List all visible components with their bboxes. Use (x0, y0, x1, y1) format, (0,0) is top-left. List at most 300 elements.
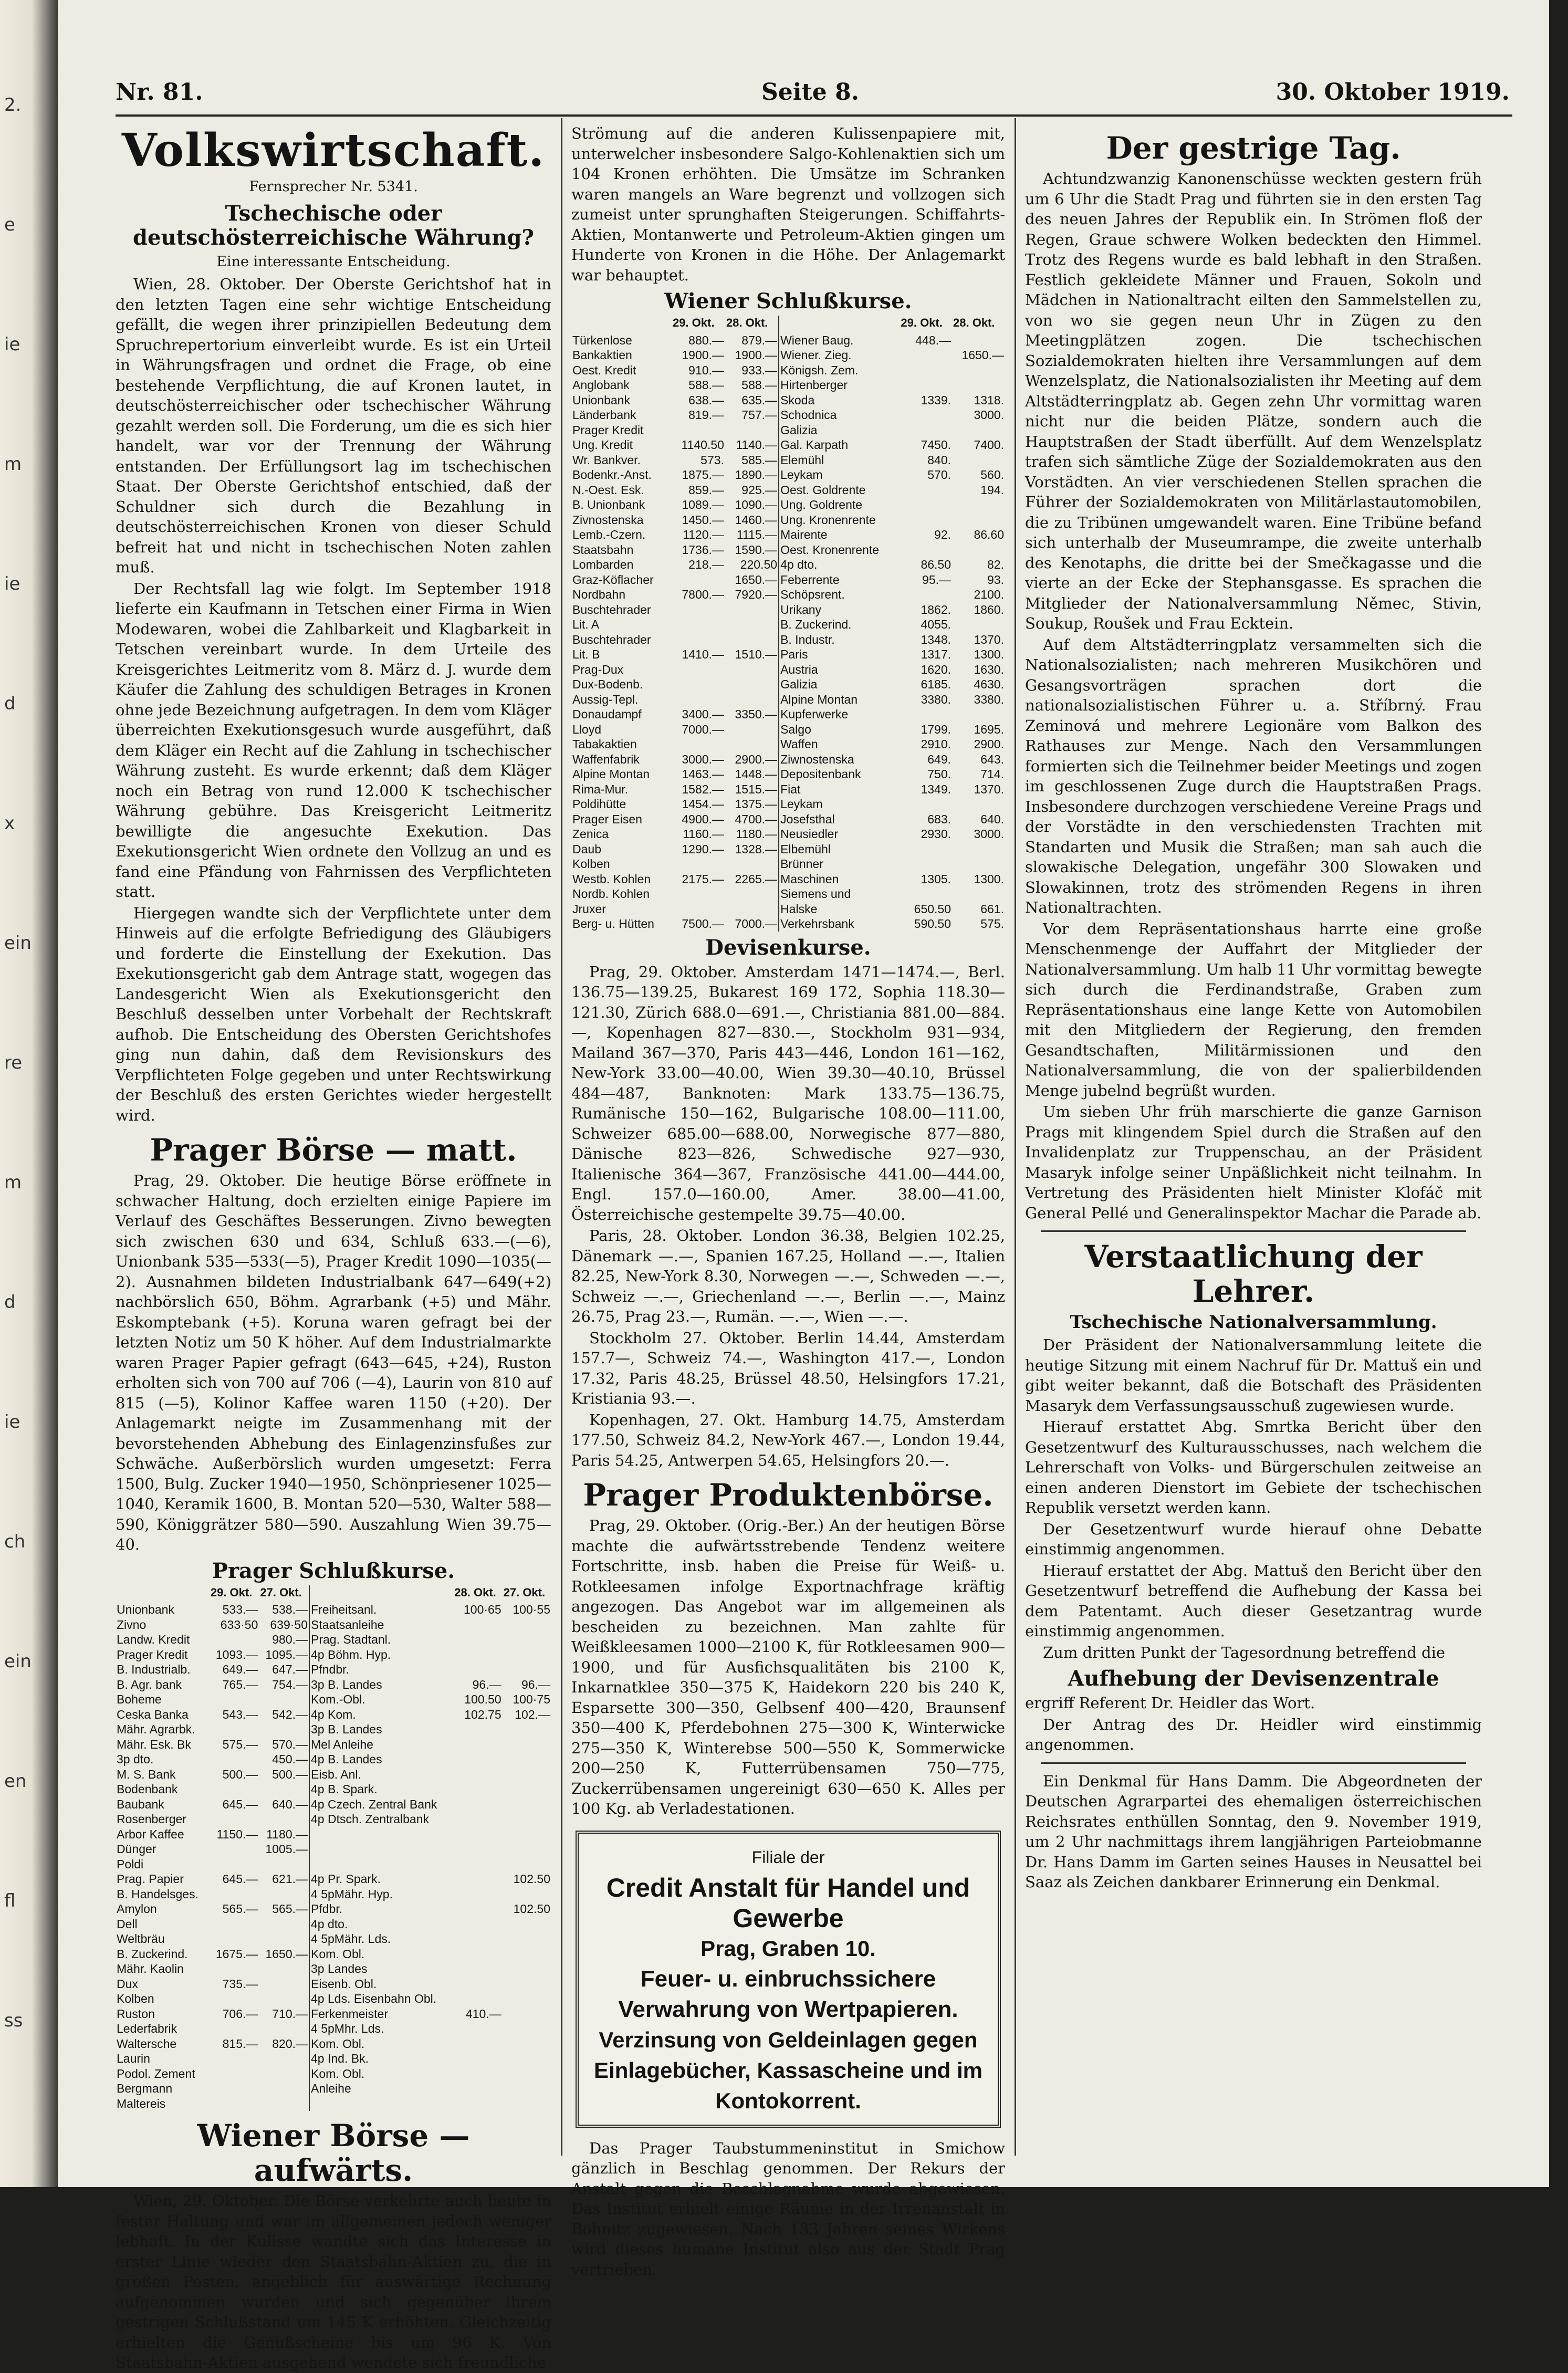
price-cell: 96.— (472, 1677, 501, 1691)
security-name: Buschtehrader (572, 602, 651, 616)
price-cell (453, 1797, 502, 1812)
edge-fragment: ch (4, 1531, 26, 1552)
paragraph: Achtundzwanzig Kanonenschüsse weckten gestern früh um 6 Uhr die Stadt Prag und führten sie in den ersten Tag des neuen Jahres der Republik ein. In Strömen floß der Regen, Graue schwere Wolken bedeckten den Himmel. Trotz des Regens wurde es bald lebhaft in den Straßen. Festlich gekleidete Männer und Frauen, Sokoln und Mädchen in Nationaltracht eilten den Sammelstellen zu, von wo sie gegen neun Uhr in Zügen zu den Meetingplätzen zogen. Die tschechischen Sozialdemokraten hielten ihre Versammlungen auf dem Wenzelsplatz, die Nationalsozialisten ihr Meeting auf dem Altstädterringplatz ab. Gegen zehn Uhr vormittag waren nicht nur die beiden Plätze, sondern auch die Hauptstraßen der Stadt überfüllt. Auf dem Wenzelsplatz trafen sich sämtliche Züge der Sozialdemokraten aus den Vorstädten. An vier verschiedenen Stellen sprachen die Führer der Sozialdemokraten von Militärlastautomobilen, die zu Tribünen umgewandelt waren. Eine Tribüne befand sich unterhalb der Museumrampe, die zweite unterhalb des Kenotaphs, die dritte bei der Smečkagasse und die vierte an der Ecke der Stephansgasse. Es sprachen die Mitglieder der Nationalversammlung Němec, Stivin, Soukup, Roušek und Frau Ecktein. (1025, 170, 1482, 632)
price-cell (725, 722, 779, 737)
table-row (116, 1857, 551, 1872)
table-row (116, 1872, 551, 1887)
price-cell: 533.— (222, 1603, 258, 1616)
table-row (571, 587, 1005, 602)
price-cell: 570.— (272, 1737, 308, 1751)
price-cell (900, 856, 952, 872)
price-cell (210, 1692, 259, 1707)
price-cell (453, 1767, 502, 1782)
price-cell (900, 542, 952, 558)
edge-fragment: m (4, 1172, 22, 1193)
price-cell: 1370. (974, 632, 1004, 646)
price-cell: 1650.— (265, 1947, 308, 1961)
price-cell (503, 1857, 551, 1872)
price-cell (453, 1722, 502, 1737)
price-cell: 100·65 (464, 1603, 501, 1616)
security-name: Prager Eisen (572, 812, 642, 826)
table-row (571, 707, 1005, 722)
paragraph: Hiergegen wandte sich der Verpflichtete unter dem Hinweis auf die erfolgte Befriedigung des Gläubigers und forderte die Einstellung der Exekution. Das Exekutionsgericht gab dem Antrage statt, wogegen das Landesgericht Wien als Exekutionsgericht den Beschluß desselben unter Vorbehalt der Rechtskraft aufhob. Die Entscheidung des Obersten Gerichtshofes ging nun dahin, daß dem Revisionskurs des Verpflichteten Folge gegeben und unter Rechtswirkung der Beschluß des ersten Gerichtes wieder hergestellt wird. (116, 904, 551, 1124)
price-cell: 4900.— (682, 812, 724, 826)
price-cell: 1305. (921, 872, 952, 886)
price-cell: 543.— (222, 1707, 258, 1721)
price-cell: 1448.— (735, 767, 778, 781)
price-cell (503, 1782, 551, 1797)
table-row (116, 1707, 551, 1722)
security-name: Zivnostenska (572, 513, 644, 527)
security-name: Weltbräu (117, 1932, 165, 1946)
price-cell: 448.— (915, 333, 952, 347)
price-cell: 7000.— (735, 917, 778, 931)
security-name: Mairente (779, 527, 900, 542)
price-cell (952, 423, 1005, 438)
price-cell: 815.— (222, 2036, 258, 2051)
table-row (571, 378, 1005, 393)
price-cell (503, 1991, 551, 2006)
price-cell: 840. (927, 453, 952, 467)
page-number: Seite 8. (761, 79, 860, 106)
price-cell: 1300. (974, 647, 1004, 661)
price-cell: 588.— (741, 378, 778, 392)
price-cell (453, 1977, 502, 1992)
price-cell: 638.— (688, 393, 724, 407)
fx-rates (571, 962, 1005, 1471)
table-row (116, 1632, 551, 1647)
price-cell: 500.— (272, 1767, 308, 1781)
table-row (116, 2066, 551, 2082)
price-cell: 2930. (921, 827, 952, 841)
price-cell: 86.50 (921, 558, 952, 571)
table-header (116, 1585, 551, 1603)
security-name: Landw. Kredit (117, 1633, 190, 1646)
price-cell (900, 797, 952, 812)
price-cell (503, 2081, 551, 2096)
price-cell (725, 632, 779, 647)
divider (1041, 1762, 1466, 1764)
price-cell (952, 842, 1005, 857)
price-cell (453, 1737, 502, 1752)
price-cell (503, 2066, 551, 2082)
price-cell (725, 902, 779, 917)
column-header: 27. Okt. (260, 1585, 302, 1599)
security-name: Laurin (117, 2052, 150, 2065)
price-cell: 575.— (222, 1737, 258, 1751)
price-cell: 1120.— (683, 528, 724, 541)
paragraph: Hierauf erstattet der Abg. Mattuš den Bericht über den Gesetzentwurf betreffend die Aufhebung der Kassa bei dem Patentamt. Auch dieser Gesetzantrag wurde einstimmig angenommen. (1025, 1561, 1482, 1640)
price-cell (453, 1917, 502, 1932)
price-cell (503, 1887, 551, 1902)
table-row (571, 363, 1005, 378)
table-row (571, 916, 1005, 932)
article-body (116, 274, 551, 1125)
security-name: Halske (779, 902, 900, 917)
price-cell: 1890.— (735, 468, 778, 482)
security-name: Kom. Obl. (309, 2066, 453, 2082)
price-cell (453, 1991, 502, 2006)
security-name: Lit. A (572, 618, 600, 631)
table-row (116, 2096, 551, 2111)
security-name: Leykam (779, 467, 900, 483)
price-cell: 1695. (974, 722, 1004, 736)
table-row (116, 1887, 551, 1902)
price-cell (503, 1737, 551, 1752)
table-row (571, 467, 1005, 483)
security-name (309, 1827, 453, 1842)
security-name: 4p B. Landes (309, 1752, 453, 1767)
table-row (571, 722, 1005, 737)
price-cell: 82. (987, 558, 1004, 571)
price-cell: 661. (980, 902, 1004, 916)
security-name: Anleihe (309, 2081, 453, 2096)
security-name: Paris (779, 647, 900, 662)
column-divider (561, 118, 562, 2156)
security-name (309, 1842, 453, 1857)
price-cell: 1620. (921, 662, 952, 676)
price-cell (725, 602, 779, 618)
header-rule (116, 114, 1512, 117)
price-cell (210, 1917, 259, 1932)
price-cell: 588.— (688, 378, 724, 392)
price-cell (952, 363, 1005, 378)
table-row (571, 527, 1005, 542)
security-name: Urikany (779, 602, 900, 618)
price-cell (210, 1931, 259, 1947)
security-name: 4p Ind. Bk. (309, 2051, 453, 2066)
security-name: Leykam (779, 797, 900, 812)
table-row (571, 557, 1005, 572)
price-cell: 1860. (974, 602, 1004, 616)
security-name: Lombarden (572, 558, 634, 571)
price-cell (952, 497, 1005, 513)
price-cell: 1300. (974, 872, 1004, 886)
price-cell (453, 2051, 502, 2066)
table-row (116, 1767, 551, 1782)
table-row (571, 542, 1005, 558)
table-row (116, 1677, 551, 1692)
security-name: Rosenberger (117, 1812, 186, 1826)
security-name: Königsh. Zem. (779, 363, 900, 378)
price-cell (259, 1857, 309, 1872)
security-name: Jruxer (572, 902, 606, 916)
security-name: Amylon (117, 1902, 157, 1916)
table-row (116, 1812, 551, 1827)
article-body: Das Prager Taubstummeninstitut in Smichow gänzlich in Beschlag genommen. Der Rekurs der Anstalt gegen die Beschlagnahme wurde abgewiesen. Das Institut erhielt einige Räume in der Irrenanstalt in Bohnitz zugewiesen. Nach 133 Jahren seines Wirkens wird dieses humane Institut also aus der Stadt Prag vertrieben. (571, 2139, 1005, 2278)
price-cell: 1410.— (682, 647, 724, 661)
price-cell: 706.— (222, 2006, 258, 2021)
article-title: Prager Produktenbörse. (583, 1477, 994, 1513)
price-cell: 1095.— (265, 1647, 308, 1661)
price-cell: 1460.— (735, 513, 778, 527)
price-cell (453, 1842, 502, 1857)
paragraph: Prag, 29. Oktober. (Orig.-Ber.) An der heutigen Börse machte die aufwärtsstrebende Tendenz weitere Fortschritte, insb. haben die Preise für Weiß- u. Rotkleesamen infolge Exportnachfrage kräftig angezogen. Das Angebot war im allgemeinen als bescheiden zu bezeichnen. Man zahlte für Weißkleesamen 1000—2100 K, für Rotkleesamen 900—1900, und für Ausfichsqualitäten bis 2100 K, Inkarnatklee 350—375 K, Haidekorn 220 bis 240 K, Esparsette 300—350, Gelbsenf 400—420, Braunsenf 350—400 K, Pferdebohnen 275—300 K, Winterwicke 275—350 K, Winterebse 500—550 K, Sommerwicke 200—250 K, Futterrübensamen 750—775, Zuckerrübensamen ungereinigt 630—650 K. Alles per 100 Kg. ab Verladestationen. (571, 1517, 1005, 1817)
price-cell: 1375.— (735, 797, 778, 811)
price-cell: 102.— (515, 1707, 550, 1721)
price-cell (672, 602, 725, 618)
security-name: B. Handelsges. (117, 1887, 198, 1901)
price-cell (672, 886, 725, 902)
security-name: Türkenlose (572, 333, 632, 347)
price-cell (952, 886, 1005, 902)
price-cell: 1862. (921, 602, 952, 616)
security-name: Lemb.-Czern. (572, 528, 646, 541)
price-cell: 645.— (222, 1872, 258, 1886)
price-cell: 542.— (272, 1707, 308, 1721)
price-cell: 714. (980, 767, 1004, 781)
price-cell (952, 378, 1005, 393)
price-cell: 570. (927, 468, 952, 482)
price-cell (453, 2066, 502, 2082)
price-cell: 1900.— (735, 348, 778, 362)
table-row (571, 483, 1005, 498)
table-row (116, 1961, 551, 1977)
table-row (116, 1931, 551, 1947)
paragraph: Wien, 29. Oktober. Die Börse verkehrte auch heute in fester Haltung und war im allgemeinen jedoch weniger lebhaft. In der Kulisse wandte sich das Interesse in erster Linie wieder den Staatsbahn-Aktien zu, die in großen Posten, angeblich für auswärtige Rechnung aufgenommen wurden und sich gegenüber ihrem gestrigen Schlußstand um 145 K erhöhten. Gleichzeitig erhielten die Genußscheine bis um 96 K. Von Staatsbahn-Aktien ausgehend wendete sich freundliche (116, 2192, 551, 2371)
price-cell (952, 797, 1005, 812)
price-cell: 3380. (921, 692, 952, 706)
price-cell (900, 842, 952, 857)
security-name: Lit. B (572, 647, 600, 661)
price-cell: 1328.— (735, 842, 778, 856)
price-cell: 86.60 (974, 528, 1004, 541)
price-cell: 647.— (272, 1663, 308, 1676)
article-body: Ein Denkmal für Hans Damm. Die Abgeordneten der Deutschen Agrarpartei des ehemaligen österreichischen Reichsrates enthüllen Sonntag, den 9. November 1919, um 2 Uhr nachmittags ihrem langjährigen Parteiobmanne Dr. Hans Damm im Garten seines Hauses in Neusattel bei Saaz als Zeichen dankbarer Erinnerung ein Denkmal. (1025, 1772, 1482, 1891)
column-divider (1015, 118, 1016, 2156)
edge-fragment: ie (4, 573, 20, 594)
price-cell: 650.50 (914, 902, 952, 916)
security-name: 4p Böhm. Hyp. (309, 1647, 453, 1663)
security-name: 4p Kom. (309, 1707, 453, 1722)
security-name: 4p dto. (779, 557, 900, 572)
edge-fragment: d (4, 693, 16, 714)
security-name: Fiat (779, 782, 900, 797)
price-cell: 1150.— (216, 1827, 258, 1841)
paragraph: Der Rechtsfall lag wie folgt. Im September 1918 lieferte ein Kaufmann in Tetschen einer Firma in Wien Modewaren, wobei die Zahlbarkeit und Klagbarkeit in Tetschen vereinbart wurde. In dem Urteile des Kreisgerichtes Leitmeritz vom 8. März d. J. wurde dem Käufer die Zahlung des schuldigen Betrages in Kronen ohne jede Bezeichnung aufgetragen. In dem vom Kläger überreichten Exekutionsgesuch wurde ausgeführt, daß dem Kläger ein Recht auf die Zahlung in tschechischer Währung zusteht. Es wurde erkennt; daß dem Kläger noch ein Betrag von rund 12.000 K tschechischer Währung gebühre. Das Kreisgericht Leitmeritz bewilligte die angesuchte Exekution. Das Exekutionsgericht Wien ordnete den Vollzug an und es fand eine Pfändung von Fahrnissen des Verpflichteten statt. (116, 579, 551, 901)
security-name: Kolben (117, 1992, 154, 2005)
column-header: 29. Okt. (672, 316, 715, 329)
security-name: 4p Pr. Spark. (309, 1872, 453, 1887)
price-cell: 7920.— (735, 588, 778, 601)
security-name: Verkehrsbank (779, 916, 900, 932)
section-title: Volkswirtschaft. (121, 124, 546, 177)
price-cell: 1089.— (682, 498, 724, 511)
table-row (571, 437, 1005, 453)
column-header (309, 1585, 453, 1603)
price-cell: 1736.— (682, 542, 724, 557)
edge-fragment: fl (4, 1890, 16, 1911)
price-cell (453, 1857, 502, 1872)
table-row (116, 1602, 551, 1617)
price-cell: 1875.— (682, 468, 724, 482)
article-subtitle: Tschechische Nationalversammlung. (1070, 1312, 1437, 1333)
price-cell: 2900. (974, 737, 1004, 751)
price-cell (259, 1887, 309, 1902)
edge-fragment: ie (4, 1412, 20, 1433)
security-name: Feberrente (779, 572, 900, 588)
table-row (116, 1947, 551, 1962)
price-cell: 1005.— (265, 1842, 308, 1856)
price-cell (453, 1887, 502, 1902)
article-title: Tschechische oder deutschösterreichische Währung? (133, 201, 534, 250)
security-name: B. Industrialb. (117, 1663, 191, 1676)
price-cell: 96.— (521, 1677, 550, 1691)
price-cell: 1515.— (735, 782, 778, 796)
table-row (116, 1827, 551, 1842)
edge-fragment: ein (4, 1651, 32, 1672)
table-row (571, 333, 1005, 348)
table-row (571, 812, 1005, 827)
price-cell (952, 617, 1005, 632)
table-row (116, 1692, 551, 1707)
security-name: Kom.-Obl. (309, 1692, 453, 1707)
security-name: Brünner (779, 856, 900, 872)
price-cell: 1450.— (682, 513, 724, 527)
section-title: Devisenkurse. (705, 935, 871, 960)
security-name: Galizia (779, 677, 900, 692)
security-name: Tabakaktien (572, 737, 637, 751)
price-cell: 640.— (272, 1797, 308, 1811)
ad-address: Prag, Graben 10. (701, 1936, 876, 1961)
security-name: Wiener. Zieg. (779, 348, 900, 363)
price-cell (952, 333, 1005, 348)
column-header (116, 1585, 210, 1603)
security-name: B. Agr. bank (117, 1677, 182, 1691)
price-cell (503, 2036, 551, 2052)
price-cell (259, 1812, 309, 1827)
security-name: 3p B. Landes (309, 1722, 453, 1737)
security-name: Baubank (117, 1797, 164, 1811)
price-cell (900, 886, 952, 902)
security-name: Anglobank (572, 378, 630, 392)
price-cell: 645.— (222, 1797, 258, 1811)
price-cell: 1463.— (682, 767, 724, 781)
security-name: 4p dto. (309, 1917, 453, 1932)
price-cell (259, 1961, 309, 1977)
table-row (571, 602, 1005, 618)
paragraph: Wien, 28. Oktober. Der Oberste Gerichtshof hat in den letzten Tagen eine sehr wichtige Entscheidung gefällt, die wegen ihrer prinzipiellen Bedeutung dem Spruchrepertorium einverleibt wurde. Es ist ein Urteil in Währungsfragen und ordnet die Frage, ob eine bestehende Verpflichtung, die auf Kronen lautet, in deutschösterreichischer oder tschechischer Währung gezahlt werden soll. Die Forderung, um die es sich hier handelt, war vor der Trennung der Währung entstanden. Der Erfüllungsort lag im tschechischen Staat. Der Oberste Gerichtshof entschied, daß der Schuldner sich durch die Bezahlung in deutschösterreichischen Kronen von dieser Schuld befreit hat und nicht in tschechischen Noten zahlen muß. (116, 275, 551, 576)
price-cell (453, 1961, 502, 1977)
price-cell: 621.— (272, 1872, 308, 1886)
price-cell: 7800.— (682, 588, 724, 601)
paragraph: Auf dem Altstädterringplatz versammelten sich die Nationalsozialisten; nach mehreren Musikchören und Gesangsvorträgen sprachen dort die nationalsozialistischen Führer u. a. Stříbrný. Frau Zeminová und mehrere Legionäre vom Balkon des Rathauses zur Menge. Nach den Versammlungen formierten sich die Teilnehmer beider Meetings und zogen im geschlossenen Zuge durch die Hauptstraßen Prags. Insbesondere durchzogen verschiedene Vereine Prags und der Vorstädte in den verschiedensten Trachten mit Standarten und Musik die Straßen; man sah auch die slowakische Delegation, ungefähr 300 Slowaken und Slowakinnen, trotz des strömenden Regens in ihren Nationaltrachten. (1025, 635, 1482, 916)
paragraph: ergriff Referent Dr. Heidler das Wort. (1025, 1694, 1315, 1712)
table-row (116, 1752, 551, 1767)
price-cell (210, 1857, 259, 1872)
security-name: B. Zuckerind. (779, 617, 900, 632)
price-cell: 102.75 (464, 1707, 501, 1721)
security-name: Waltersche (117, 2036, 177, 2051)
article-subtitle: Eine interessante Entscheidung. (216, 253, 451, 270)
table-row (116, 1647, 551, 1663)
column-2 (571, 123, 1005, 2278)
security-name: Eisb. Anl. (309, 1767, 453, 1782)
price-cell: 765.— (222, 1677, 258, 1691)
price-cell: 560. (980, 468, 1004, 482)
security-name: Alpine Montan (572, 767, 650, 781)
edge-fragment: e (4, 214, 15, 235)
price-cell: 880.— (688, 333, 724, 347)
security-name: Nordbahn (572, 588, 626, 601)
price-cell: 910.— (688, 363, 724, 377)
edge-fragment: ss (4, 2010, 23, 2031)
price-cell: 1093.— (215, 1647, 258, 1661)
security-name: Siemens und (779, 886, 900, 902)
security-name: Graz-Köflacher (572, 572, 654, 587)
vienna-stock-table (571, 316, 1005, 932)
table-row (116, 1797, 551, 1812)
price-cell (210, 2066, 259, 2082)
price-cell (503, 1797, 551, 1812)
price-cell (725, 692, 779, 707)
security-name: Pfdbr. (309, 1901, 453, 1917)
price-cell (453, 1931, 502, 1947)
price-cell (952, 856, 1005, 872)
security-name: Zenica (572, 827, 609, 841)
price-cell: 1799. (921, 722, 952, 736)
price-cell (453, 1901, 502, 1917)
ad-bank-name: Credit Anstalt für Handel und Gewerbe (606, 1873, 970, 1933)
security-name: Mähr. Esk. Bk (117, 1737, 191, 1751)
security-name: Prag. Stadtanl. (309, 1632, 453, 1647)
security-name: Westb. Kohlen (572, 872, 651, 886)
table-row (571, 497, 1005, 513)
price-cell: 3000. (974, 827, 1004, 841)
price-cell (952, 513, 1005, 528)
table-row (116, 2036, 551, 2052)
table-title: Wiener Schlußkurse. (664, 289, 912, 313)
price-cell: 649. (927, 752, 952, 766)
security-name: Waffenfabrik (572, 752, 640, 766)
security-name: Podol. Zement (117, 2066, 195, 2081)
price-cell: 1140.— (736, 438, 778, 452)
price-cell (453, 1827, 502, 1842)
security-name: Alpine Montan (779, 692, 900, 707)
edge-fragment: ie (4, 334, 20, 355)
price-cell: 639·50 (270, 1617, 308, 1632)
price-cell: 1650.— (961, 348, 1004, 362)
price-cell: 1590.— (735, 542, 778, 557)
security-name: Nordb. Kohlen (572, 887, 650, 901)
price-cell (259, 1931, 309, 1947)
ad-line: Verzinsung von Geldeinlagen gegen Einlagebücher, Kassascheine und im Kontokorrent. (594, 2027, 982, 2113)
security-name (309, 1857, 453, 1872)
article-body (1025, 1335, 1482, 1663)
price-cell (453, 1752, 502, 1767)
security-name: Bodenbank (117, 1782, 178, 1796)
price-cell: 649.— (222, 1663, 258, 1676)
paragraph: Prag, 29. Oktober. Die heutige Börse eröffnete in schwacher Haltung, doch erzielten einige Papiere im Verlauf des Geschäftes Besserungen. Zivno bewegten sich zwischen 630 und 634, Schluß 633.—(—6), Unionbank 535—533(—5), Prager Kredit 1090—1035(—2). Ausnahmen bildeten Industrialbank 647—649(+2) nachbörslich 650, Böhm. Agrarbank (+5) und Mähr. Eskomptebank (+5). Koruna waren gefragt bei der letzten Notiz um 50 K höher. Auf dem Industrialmarkte waren Prager Papier gefragt (643—645, +24), Ruston erholten sich von 700 auf 706 (—4), Laurin von 810 auf 815 (—5), Kolinor Kaffee waren 1150 (+20). Der Anlagemarkt neigte im Zusammenhang mit der bevorstehenden Abhebung des Einlagenzinsfußes zur Schwäche. Außerbörslich wurden umgesetzt: Ferra 1500, Bulg. Zucker 1940—1950, Schönpriesener 1025—1040, Keramik 1600, B. Montan 520—530, Walter 588—590, Königgrätzer 580—590. Auszahlung Wien 39.75—40. (116, 1172, 551, 1553)
security-name: 3p Landes (309, 1961, 453, 1977)
price-cell: 450.— (272, 1752, 308, 1766)
price-cell (900, 363, 952, 378)
price-cell (259, 1692, 309, 1707)
security-name: Bankaktien (572, 348, 632, 362)
paragraph: Der Gesetzentwurf wurde hierauf ohne Debatte einstimmig angenommen. (1025, 1520, 1482, 1558)
price-cell: 1349. (921, 782, 952, 796)
price-cell: 4055. (921, 618, 952, 631)
price-cell (259, 1917, 309, 1932)
price-cell: 93. (987, 572, 1004, 587)
price-cell (453, 2081, 502, 2096)
price-cell (503, 1977, 551, 1992)
price-cell: 735.— (222, 1977, 258, 1991)
price-cell (503, 1767, 551, 1782)
price-cell (900, 497, 952, 513)
price-cell: 710.— (272, 2006, 308, 2021)
table-row (571, 513, 1005, 528)
